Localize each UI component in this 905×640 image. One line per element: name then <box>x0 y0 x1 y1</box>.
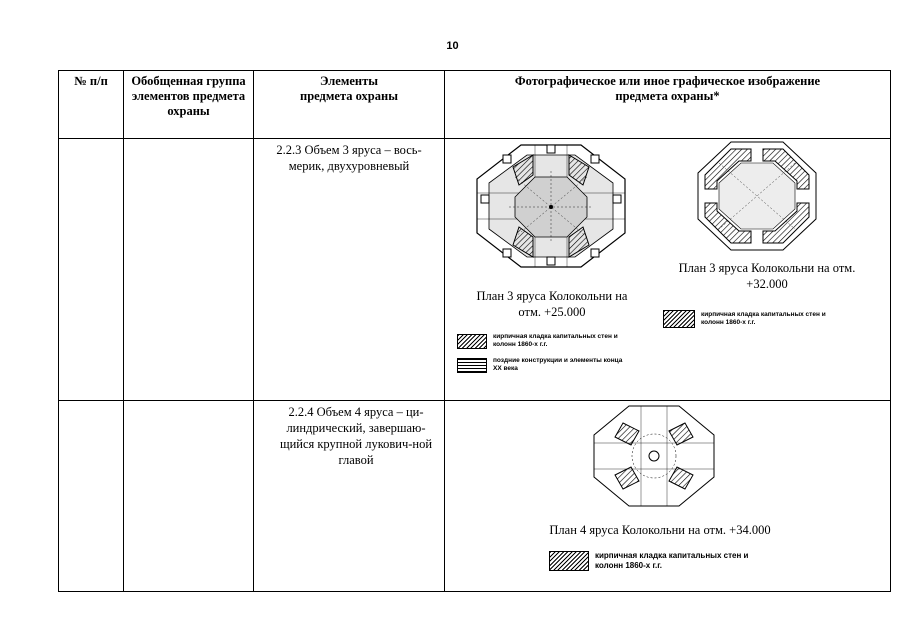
legend-b-hatch-item <box>663 310 841 328</box>
table-header-row <box>59 71 891 139</box>
plan-tier3-32000-drawing <box>695 139 819 253</box>
plan-tier3-25000-caption: План 3 яруса Колокольни на отм. +25.000 <box>476 289 628 319</box>
header-group: Обобщенная группа элементов предмета охраны <box>124 71 254 139</box>
plan-tier4-34000-drawing <box>591 403 717 509</box>
legend-b-hatch-swatch <box>663 310 695 328</box>
table-row <box>59 139 891 401</box>
table-row <box>59 401 891 592</box>
page-number: 10 <box>446 40 459 52</box>
row2-element: 2.2.4 Объем 4 яруса – ци-линдрический, завершаю-щийся крупной лукович-ной главой <box>254 401 445 592</box>
legend-lines-label: поздние конструкции и элементы конца XX века <box>493 357 623 372</box>
legend-hatch-item <box>457 333 623 349</box>
legend-lines-item <box>457 357 623 373</box>
row1-element: 2.2.3 Объем 3 яруса – вось-мерик, двухуровневый <box>254 139 445 401</box>
row1-number <box>59 139 124 401</box>
row2-number <box>59 401 124 592</box>
plan-tier4-34000-caption: План 4 яруса Колокольни на отм. +34.000 <box>549 523 771 537</box>
plan-tier3-25000-drawing <box>473 141 629 271</box>
legend-c-hatch-swatch <box>549 551 589 571</box>
legend-hatch-swatch <box>457 334 487 349</box>
legend-c-hatch-label: кирпичная кладка капитальных стен и колонн 1860-х г.г. <box>595 551 749 570</box>
plan-tier3-32000-caption: План 3 яруса Колокольни на отм. +32.000 <box>678 261 856 291</box>
header-image: Фотографическое или иное графическое изображение предмета охраны* <box>445 71 891 139</box>
legend-c-hatch-item <box>549 551 765 571</box>
row2-image <box>445 401 891 592</box>
row1-group <box>124 139 254 401</box>
legend-lines-swatch <box>457 358 487 373</box>
legend-hatch-label: кирпичная кладка капитальных стен и колонн 1860-х г.г. <box>493 333 618 348</box>
protection-elements-table <box>58 70 891 592</box>
legend-b-hatch-label: кирпичная кладка капитальных стен и колонн 1860-х г.г. <box>701 311 826 326</box>
row1-image <box>445 139 891 401</box>
row2-group <box>124 401 254 592</box>
header-number: № п/п <box>59 71 124 139</box>
header-elements: Элементы предмета охраны <box>254 71 445 139</box>
